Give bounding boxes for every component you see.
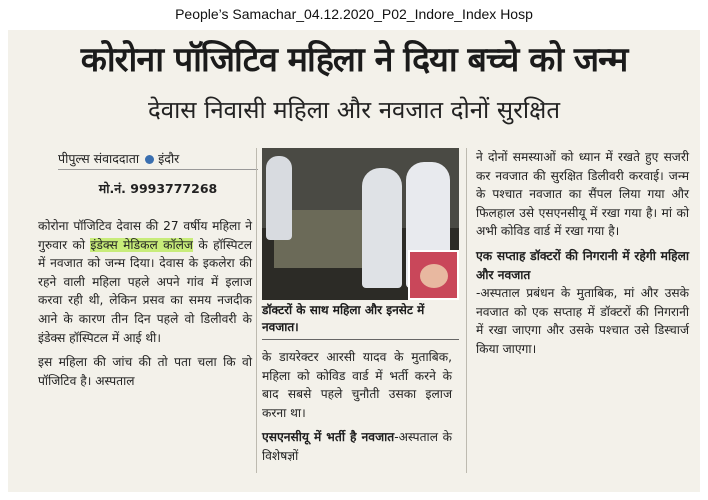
text-run: के हॉस्पिटल में नवजात को जन्म दिया। देवास के इकलेरा की रहने वाली महिला पहले अपने गांव में इलाज करवा रही थी, लेकिन प्रसव का समय नजदीक आने के कारण तीन दिन पहले वो डिलीवरी के इंडेक्स हॉस्पिटल में आई थी।: [38, 237, 252, 345]
subheadline: देवास निवासी महिला और नवजात दोनों सुरक्षित: [147, 96, 560, 124]
column-divider: [466, 148, 467, 473]
source-caption: People’s Samachar_04.12.2020_P02_Indore_Index Hosp: [175, 6, 533, 22]
paragraph: [262, 428, 452, 465]
news-photo: [262, 148, 459, 300]
paragraph: [38, 217, 252, 347]
paragraph: ने दोनों समस्याओं को ध्यान में रखते हुए सजरी कर नवजात की सुरक्षित डिलीवरी करवाई। जन्म के पश्चात नवजात का सैंपल लिया गया और फिलहाल उसे एसएनसीयू में रखा गया है। मां को अभी कोविड वार्ड में रखा गया है।: [476, 150, 689, 239]
photo-caption: डॉक्टरों के साथ महिला और इनसेट में नवजात।: [262, 302, 459, 340]
text-run: -अस्पताल प्रबंधन के मुताबिक, मां और उसके नवजात को एक सप्ताह में डॉक्टरों की निगरानी में रखा जाएगा और उसके पश्चात उसे डिस्चार्ज किया जाएगा।: [476, 286, 689, 356]
article-column-2: [262, 348, 452, 466]
text-run: -अस्पताल के विशेषज्ञों: [262, 430, 452, 463]
byline-city: इंदौर: [158, 151, 180, 166]
paragraph: के डायरेक्टर आरसी यादव के मुताबिक, महिला को कोविड वार्ड में भर्ती करने के बाद सबसे पहले चुनौती उसका इलाज करना था।: [262, 350, 452, 420]
article-column-3: [476, 148, 689, 359]
column-divider: [256, 148, 257, 473]
article-column-1: [38, 217, 252, 390]
byline-mobile: मो.नं. 9993777268: [98, 181, 218, 196]
byline: [58, 150, 258, 170]
photo-doctor: [362, 168, 402, 288]
inset-photo-newborn: [408, 250, 459, 300]
headline: कोरोना पॉजिटिव महिला ने दिया बच्चे को जन्म: [80, 40, 628, 80]
subheading: एसएनसीयू में भर्ती है नवजात: [262, 430, 395, 445]
paragraph: इस महिला की जांच की तो पता चला कि वो पॉजिटिव है। अस्पताल: [38, 355, 252, 388]
newborn-face: [420, 264, 448, 288]
subheading: एक सप्ताह डॉक्टरों की निगरानी में रहेगी महिला और नवजात: [476, 248, 689, 282]
paragraph: [476, 247, 689, 359]
text-run: कोरोना पॉजिटिव देवास की 27 वर्षीय महिला ने गुरुवार को: [38, 219, 252, 252]
photo-doctor: [266, 156, 292, 240]
bullet-icon: [145, 155, 154, 164]
byline-author: पीपुल्स संवाददाता: [58, 151, 140, 166]
highlighted-text: इंडेक्स मेडिकल कॉलेज: [90, 237, 193, 252]
